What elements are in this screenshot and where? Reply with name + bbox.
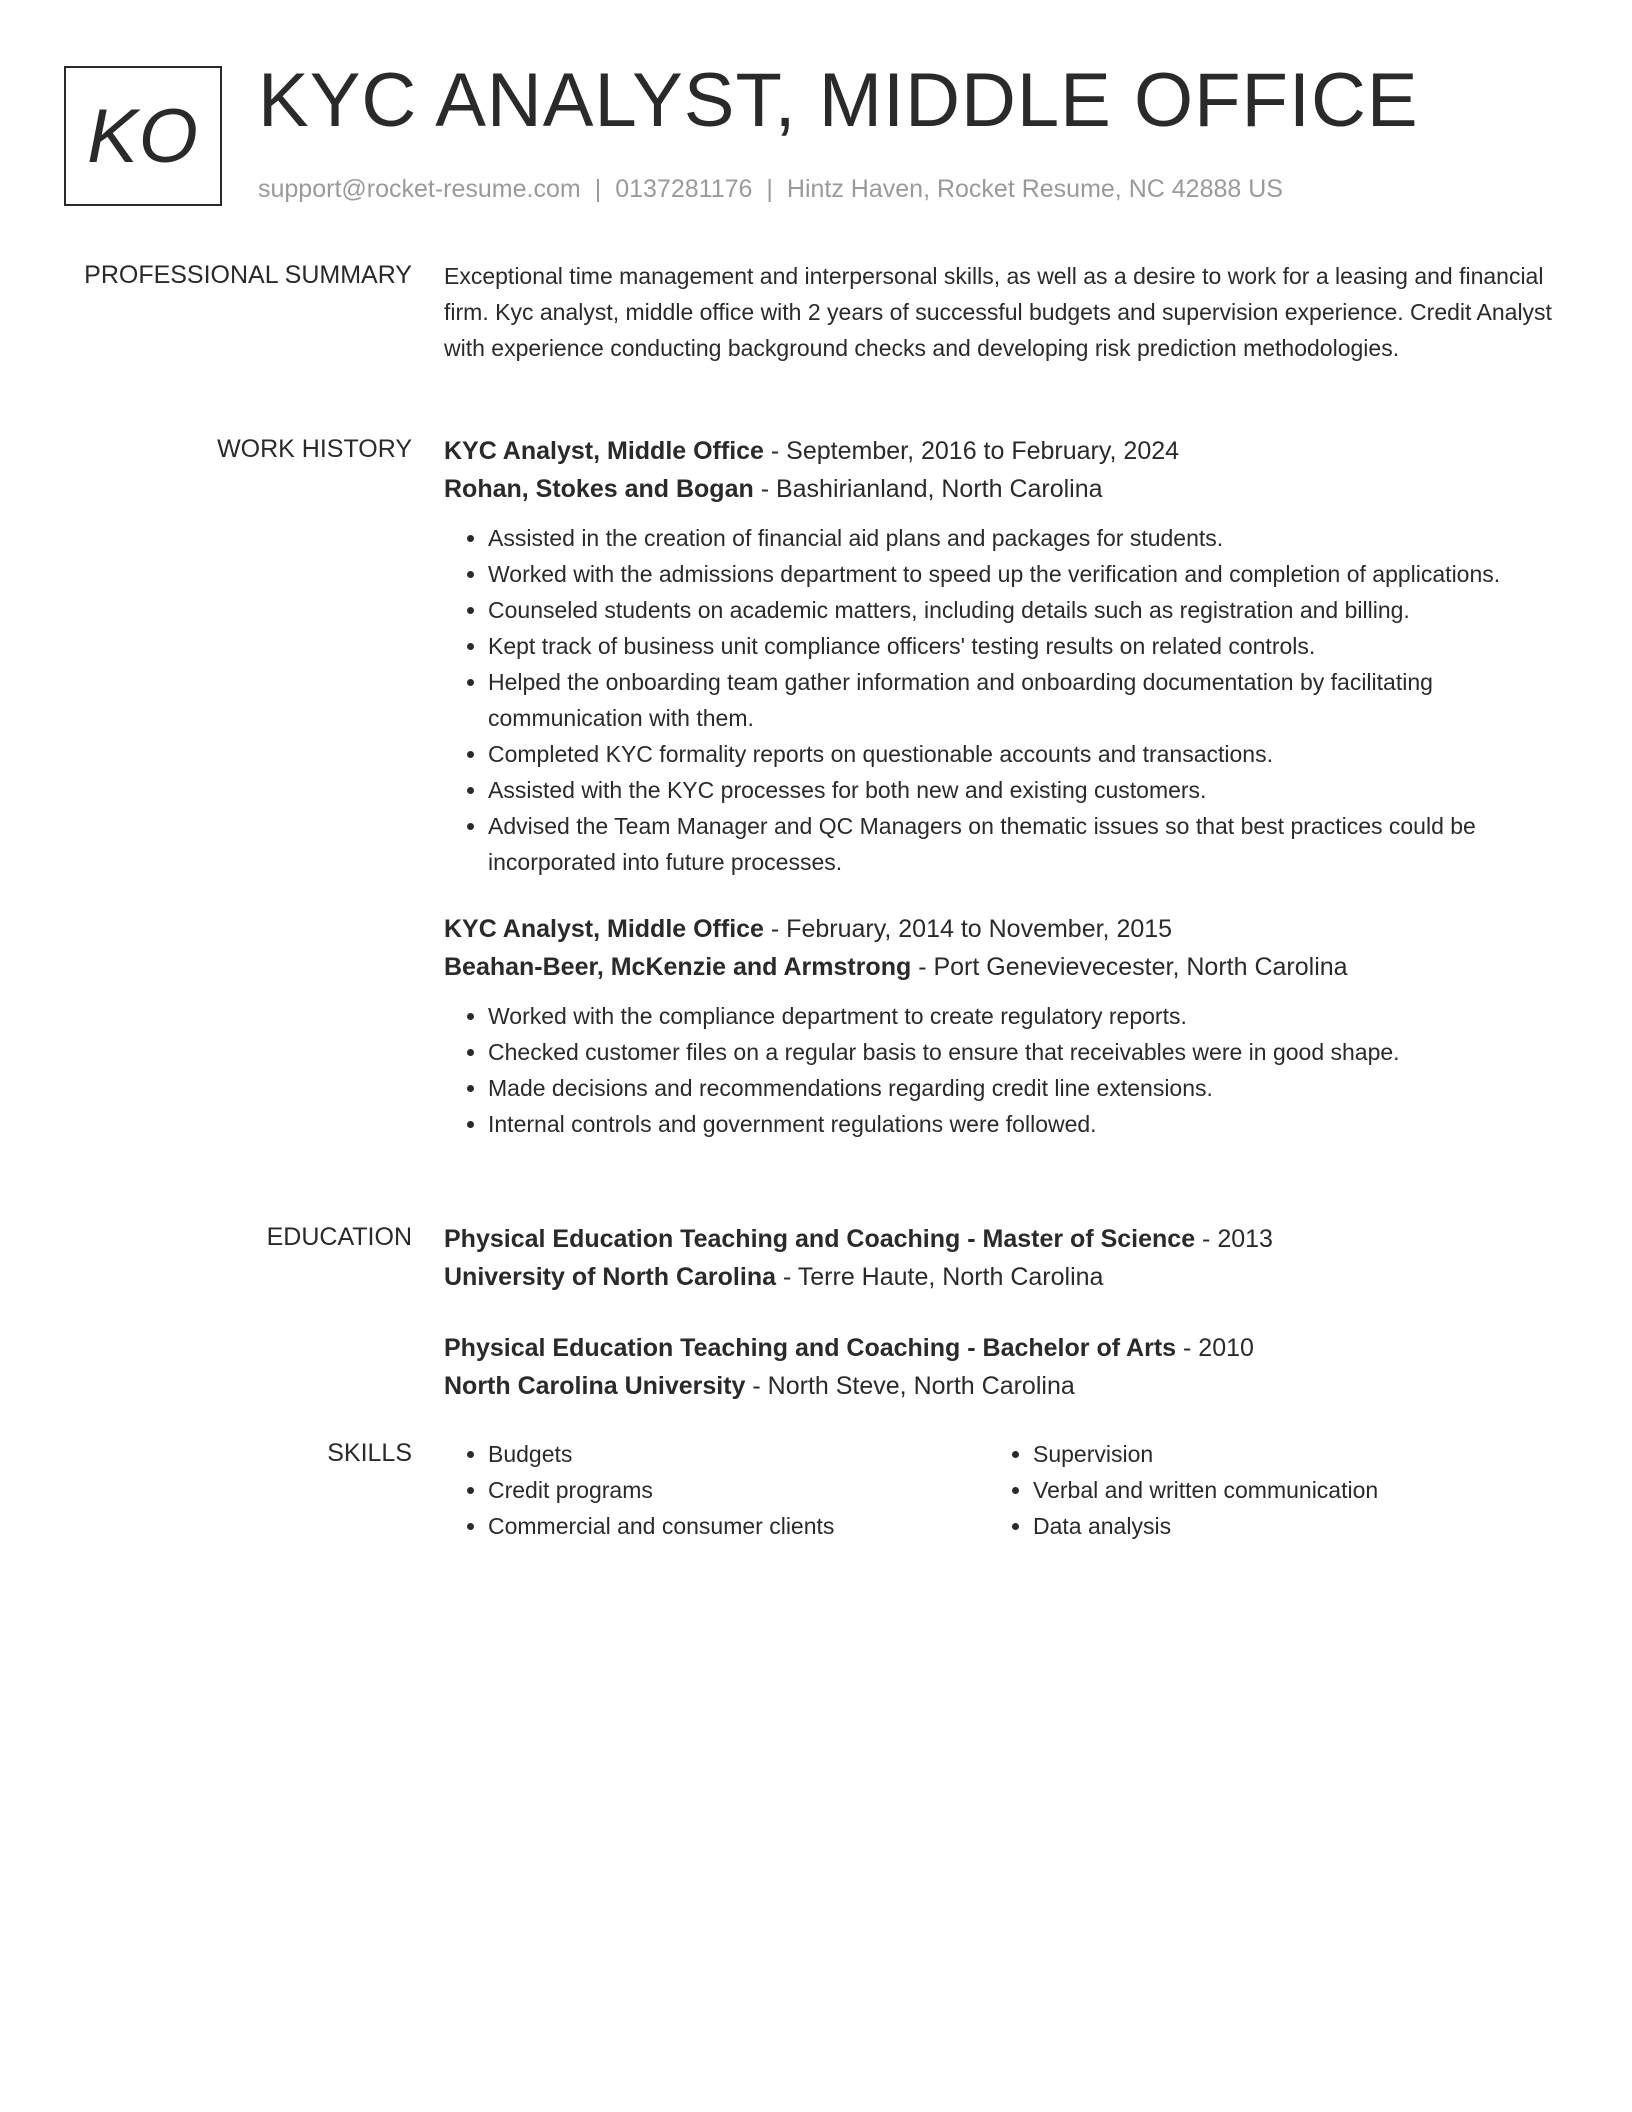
section-label-summary: PROFESSIONAL SUMMARY [84, 261, 412, 289]
skill-item: • Supervision [1033, 1436, 1378, 1472]
contact-address: Hintz Haven, Rocket Resume, NC 42888 US [786, 175, 1283, 203]
degree-line [444, 1329, 1554, 1367]
job-company: Beahan-Beer, McKenzie and Armstrong [444, 953, 912, 981]
list-item: • Worked with the compliance department to create regulatory reports. [488, 998, 1554, 1034]
skill-item: • Verbal and written communication [1033, 1472, 1378, 1508]
education-entry [444, 1329, 1554, 1405]
job-entry [444, 432, 1554, 880]
school-line [444, 1258, 1554, 1296]
contact-email: support@rocket-resume.com [258, 175, 581, 203]
monogram-box [64, 66, 222, 206]
contact-line [258, 172, 1283, 206]
list-item: • Counseled students on academic matters, including details such as registration and billing. [488, 592, 1554, 628]
contact-separator: | [594, 175, 602, 203]
work-history-body [444, 432, 1554, 1142]
job-dates: - September, 2016 to February, 2024 [763, 437, 1180, 465]
skill-item: • Budgets [488, 1436, 834, 1472]
degree-title: Physical Education Teaching and Coaching - Bachelor of Arts [444, 1334, 1177, 1362]
contact-separator: | [766, 175, 773, 203]
list-item: • Internal controls and government regulations were followed. [488, 1106, 1554, 1142]
education-entry [444, 1220, 1554, 1296]
job-title: KYC Analyst, Middle Office [444, 915, 764, 943]
page-title: KYC ANALYST, MIDDLE OFFICE [258, 58, 1419, 143]
job-title-line [444, 910, 1554, 948]
job-entry [444, 910, 1554, 1142]
summary-text: Exceptional time management and interpersonal skills, as well as a desire to work for a leasing and financial firm. Kyc analyst, middle office with 2 years of successful budgets and supervision experience. Credit Analyst with experience conducting background checks and developing risk prediction methodologies. [444, 263, 1552, 361]
job-company-line [444, 948, 1554, 986]
contact-phone: 0137281176 [615, 175, 753, 203]
job-location: - Bashirianland, North Carolina [753, 475, 1103, 503]
job-location: - Port Genevievecester, North Carolina [911, 953, 1348, 981]
school-line [444, 1367, 1554, 1405]
skills-column-left [444, 1436, 834, 1544]
skill-item: • Credit programs [488, 1472, 834, 1508]
job-company-line [444, 470, 1554, 508]
degree-line [444, 1220, 1554, 1258]
job-bullets [444, 998, 1554, 1142]
job-dates: - February, 2014 to November, 2015 [763, 915, 1173, 943]
monogram-initials: KO [87, 93, 199, 179]
skills-column-right [989, 1436, 1378, 1544]
list-item: • Completed KYC formality reports on questionable accounts and transactions. [488, 736, 1554, 772]
section-label-skills: SKILLS [327, 1439, 412, 1467]
list-item: • Assisted with the KYC processes for both new and existing customers. [488, 772, 1554, 808]
summary-body [444, 258, 1554, 366]
list-item: • Helped the onboarding team gather information and onboarding documentation by facilitating communication with them. [488, 664, 1554, 736]
list-item: • Made decisions and recommendations regarding credit line extensions. [488, 1070, 1554, 1106]
list-item: • Kept track of business unit compliance officers' testing results on related controls. [488, 628, 1554, 664]
job-title: KYC Analyst, Middle Office [444, 437, 764, 465]
skills-list [989, 1436, 1378, 1544]
section-label-work-history: WORK HISTORY [217, 435, 412, 463]
skill-item: • Data analysis [1033, 1508, 1378, 1544]
school-name: University of North Carolina [444, 1263, 776, 1291]
skill-item: • Commercial and consumer clients [488, 1508, 834, 1544]
school-name: North Carolina University [444, 1372, 746, 1400]
list-item: • Checked customer files on a regular basis to ensure that receivables were in good shape. [488, 1034, 1554, 1070]
list-item: • Assisted in the creation of financial aid plans and packages for students. [488, 520, 1554, 556]
list-item: • Worked with the admissions department to speed up the verification and completion of applications. [488, 556, 1554, 592]
education-body [444, 1220, 1554, 1405]
degree-year: - 2010 [1176, 1334, 1254, 1362]
degree-year: - 2013 [1195, 1225, 1273, 1253]
school-location: - Terre Haute, North Carolina [776, 1263, 1104, 1291]
school-location: - North Steve, North Carolina [745, 1372, 1075, 1400]
job-title-line [444, 432, 1554, 470]
section-label-education: EDUCATION [266, 1223, 412, 1251]
job-bullets [444, 520, 1554, 880]
job-company: Rohan, Stokes and Bogan [444, 475, 754, 503]
list-item: • Advised the Team Manager and QC Managers on thematic issues so that best practices could be incorporated into future processes. [488, 808, 1554, 880]
skills-list [444, 1436, 834, 1544]
degree-title: Physical Education Teaching and Coaching - Master of Science [444, 1225, 1196, 1253]
